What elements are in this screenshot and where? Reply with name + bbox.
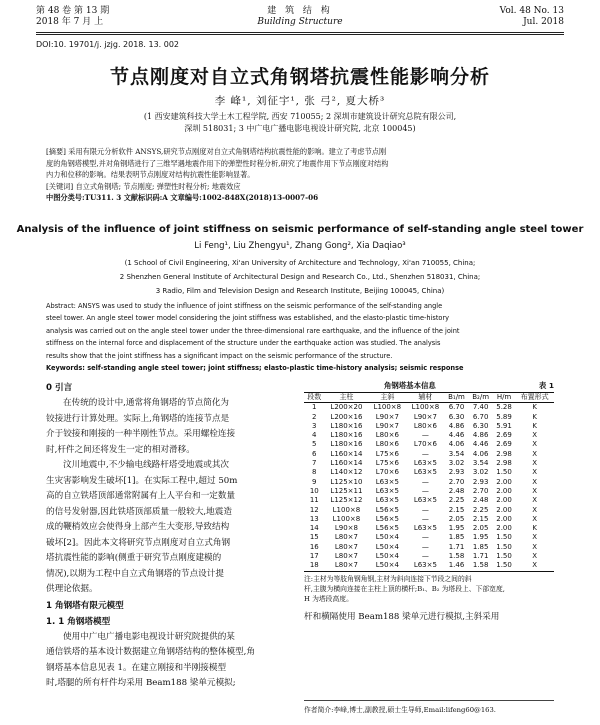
table-cell: K — [532, 524, 537, 533]
table-cell: X — [532, 496, 538, 505]
table-row — [304, 431, 554, 440]
table-note — [304, 574, 554, 604]
journal-name — [220, 6, 380, 28]
table-row — [304, 515, 554, 524]
authors-en: Li Feng¹, Liu Zhengyu¹, Zhang Gong², Xia Daqiao³ — [194, 241, 406, 251]
intro-paragraph — [46, 396, 284, 598]
intro-line: 破坏[2]。因此本文将研究节点刚度对自立式角钢 — [46, 537, 231, 548]
table-cell: 6.70 — [472, 412, 489, 421]
table-cell: L100×8 — [332, 505, 361, 514]
table-row — [304, 543, 554, 552]
affiliation-cn-line2: 深圳 518031; 3 中广电广播电影电视设计研究院, 北京 100045) — [184, 124, 416, 133]
intro-line: 情况),以期为工程中自立式角钢塔的节点设计提 — [46, 568, 224, 579]
table-cell: X — [532, 486, 538, 495]
table-cell: 1.71 — [448, 542, 465, 551]
table-cell: L90×7 — [413, 412, 437, 421]
header-left-line2: 2018 年 7 月 上 — [36, 17, 104, 27]
table-cell: X — [532, 505, 538, 514]
abstract-en-line1: Abstract: ANSYS was used to study the influence of joint stiffness on the seismic performance of the self-standing angle — [46, 302, 443, 310]
table-cell: L80×7 — [325, 561, 369, 571]
section-1-heading: 1 角钢塔有限元模型 — [46, 600, 124, 611]
table-row — [304, 561, 554, 571]
table-cell: 2.48 — [448, 486, 465, 495]
table-cell: L90×7 — [375, 412, 399, 421]
table-header-cell: 主柱 — [325, 393, 369, 403]
table-row — [304, 533, 554, 542]
header-center-line2: Building Structure — [257, 17, 343, 27]
table-cell: L70×6 — [413, 440, 437, 449]
header-left-line1: 第 48 卷 第 13 期 — [36, 6, 110, 16]
table-cell: L100×8 — [332, 514, 361, 523]
table-note-line1: 注:主材为等肢角钢角钢,主材为斜向连接下节段之间的斜 — [304, 574, 472, 583]
abstract-en-line2: steel tower. An angle steel tower model considering the joint stiffness was established, and the elasto-plastic time-history — [46, 314, 450, 323]
table-note-line3: H 为塔段高度。 — [304, 594, 353, 603]
table-cell: — — [421, 477, 429, 486]
intro-line: 成的鞭梢效应会使得身上部产生大变形,导致结构 — [46, 522, 230, 532]
table-cell: X — [532, 542, 538, 551]
table-cell: 4 — [312, 431, 317, 440]
table-cell: 2.00 — [496, 505, 512, 514]
table-cell: 6.30 — [448, 412, 465, 421]
table-cell: 9 — [312, 477, 317, 486]
table-cell: X — [532, 514, 538, 523]
table-row — [304, 478, 554, 487]
table-cell: — — [421, 431, 429, 440]
table-cell: 13 — [309, 514, 319, 523]
table-cell: 15 — [309, 533, 319, 542]
table-row — [304, 450, 554, 459]
table-cell: L90×8 — [334, 524, 359, 533]
table-cell: X — [532, 431, 538, 440]
table-cell: 5.28 — [496, 403, 512, 412]
page-title: 节点刚度对自立式角钢塔抗震性能影响分析 — [109, 66, 490, 88]
table-cell: X — [532, 468, 538, 477]
table-cell: L125×10 — [330, 477, 363, 486]
table-cell: L80×6 — [375, 431, 399, 440]
journal-volume-en — [500, 6, 564, 28]
table-row — [304, 468, 554, 477]
table-cell: L125×12 — [330, 496, 363, 505]
table-cell: L63×5 — [375, 496, 399, 505]
intro-line: 塔抗震性能的影响(侧重于研究节点刚度建模的 — [46, 553, 222, 563]
table-row — [304, 552, 554, 561]
header-rule-2 — [36, 34, 564, 35]
intro-line: 在传统的设计中,通常将角钢塔的节点简化为 — [63, 398, 230, 408]
intro-line: 介于铰接和刚接的一种半刚性节点。采用螺栓连接 — [46, 429, 236, 439]
table-cell: X — [532, 440, 538, 449]
table-cell: — — [421, 505, 429, 514]
section-1-1-heading: 1. 1 角钢塔模型 — [46, 616, 111, 627]
table-cell: L80×7 — [334, 533, 359, 542]
table-cell: 7 — [312, 459, 317, 468]
table-cell: 4.46 — [448, 431, 465, 440]
table-cell: L200×16 — [330, 412, 363, 421]
table-cell: 2.70 — [472, 486, 489, 495]
table-cell: L50×4 — [375, 542, 399, 551]
table-row — [304, 422, 554, 431]
table-cell: L56×5 — [375, 505, 399, 514]
intro-line: 汶川地震中,不少输电线路杆塔受地震或其次 — [63, 460, 230, 470]
table-cell: L63×5 — [413, 524, 437, 533]
author-footnote: 作者简介:李峰,博士,副教授,硕士生导师,Email:lifeng60@163. — [304, 700, 554, 716]
table-cell: L63×5 — [413, 496, 437, 505]
abstract-cn-line2: 度的角钢塔模型,并对角钢塔进行了三维罕遇地震作用下的弹塑性时程分析,研究了地震作用下节点刚度对结构 — [46, 158, 389, 168]
table-cell: L100×8 — [373, 403, 402, 412]
table-cell: L50×4 — [368, 561, 406, 571]
table-cell: 16 — [309, 542, 319, 551]
table-cell: 12 — [309, 505, 319, 514]
table-cell: 2.93 — [472, 477, 489, 486]
abstract-en-line3: analysis was carried out on the angle steel tower under the three-dimensional rare earthquake, and the influence of the joint — [46, 326, 460, 335]
table-cell: 6.70 — [448, 403, 465, 412]
table-cell: L160×14 — [330, 449, 363, 458]
table-cell: 2.00 — [496, 496, 512, 505]
table-cell: 2.69 — [496, 431, 512, 440]
table-cell: X — [532, 459, 538, 468]
affiliation-cn — [0, 111, 600, 135]
title-en: Analysis of the influence of joint stiffness on seismic performance of self-standing angle steel tower — [16, 224, 584, 235]
table-row — [304, 403, 554, 413]
table-row — [304, 524, 554, 533]
table-cell: 10 — [309, 486, 319, 495]
table-cell: 2.70 — [448, 477, 465, 486]
table-cell: 1.50 — [496, 533, 512, 542]
table-cell: 2.15 — [472, 514, 489, 523]
table-cell: 3.54 — [472, 459, 489, 468]
abstract-cn — [46, 146, 554, 204]
table-cell: 1.58 — [469, 561, 493, 571]
keywords-cn: [关键词] 自立式角钢塔; 节点刚度; 弹塑性时程分析; 地震效应 — [46, 181, 241, 191]
table-cell: L80×6 — [413, 421, 437, 430]
table-cell: 14 — [309, 524, 319, 533]
doi: DOI:10. 19701/j. jzjg. 2018. 13. 002 — [36, 40, 180, 49]
table-cell: L100×8 — [411, 403, 440, 412]
header-right-line1: Vol. 48 No. 13 — [499, 6, 564, 16]
abstract-en-line4: stiffness on the internal force and displacement of the structure under the earthquake action was studied. The analysis — [46, 339, 441, 348]
section-intro-heading: 0 引言 — [46, 383, 73, 393]
intro-line: 时,杆件之间还将发生一定的相对滑移。 — [46, 444, 195, 455]
table-header-cell: B₁/m — [444, 393, 468, 403]
table-cell: 1.71 — [472, 552, 489, 561]
table-label: 表 1 — [538, 381, 554, 390]
header-rule — [36, 32, 564, 33]
intro-line: 的信号发射器,因此铁塔顶部质量一般较大,地震造 — [46, 506, 232, 517]
table-cell: 5.91 — [496, 421, 512, 430]
abstract-cn-line1: [摘要] 采用有限元分析软件 ANSYS,研究节点刚度对自立式角钢塔结构抗震性能的影响。建立了考虑节点刚 — [46, 147, 387, 156]
table-cell: 1.50 — [496, 552, 512, 561]
table-cell: 4.06 — [472, 449, 489, 458]
affiliation-en-line1: (1 School of Civil Engineering, Xi'an University of Architecture and Technology, Xi'an 710055, China; — [124, 259, 476, 267]
table-cell: L56×5 — [375, 514, 399, 523]
table-cell: L75×6 — [375, 449, 399, 458]
table-cell: L70×6 — [375, 468, 399, 477]
table-cell: L50×4 — [375, 552, 399, 561]
table-cell: 6 — [312, 449, 317, 458]
table-cell: 4.86 — [472, 431, 489, 440]
table-cell: 1.95 — [448, 524, 465, 533]
table-cell: 3.02 — [448, 459, 465, 468]
table-cell: L56×5 — [375, 524, 399, 533]
classification-info: 中图分类号:TU311. 3 文献标识码:A 文章编号:1002-848X(2018)13-0007-06 — [46, 193, 319, 202]
table-caption: 角钢塔基本信息 — [384, 381, 436, 390]
affiliation-en — [0, 256, 600, 298]
table-row — [304, 440, 554, 449]
table-cell: 5.89 — [496, 412, 512, 421]
table-cell: L80×6 — [375, 440, 399, 449]
table-cell: L180×16 — [330, 440, 363, 449]
s11-line: 使用中广电广播电影电视设计研究院提供的某 — [63, 631, 235, 642]
table-row — [304, 487, 554, 496]
table-cell: 5 — [312, 440, 317, 449]
table-cell: 2.48 — [472, 496, 489, 505]
table-cell: 1.95 — [472, 533, 489, 542]
section-1-1-paragraph — [46, 630, 284, 692]
table-cell: — — [421, 514, 429, 523]
table-cell: 4.06 — [448, 440, 465, 449]
table-cell: 3.02 — [472, 468, 489, 477]
table-header-cell: 辅材 — [406, 393, 444, 403]
table-cell: K — [532, 412, 537, 421]
table-cell: 6.30 — [472, 421, 489, 430]
table-cell: 1.46 — [444, 561, 468, 571]
affiliation-cn-line1: (1 西安建筑科技大学土木工程学院, 西安 710055; 2 深圳市建筑设计研究总院有限公司, — [143, 112, 457, 121]
table-row — [304, 506, 554, 515]
table-header-cell: H/m — [493, 393, 516, 403]
table-cell: L63×5 — [375, 477, 399, 486]
keywords-en: Keywords: self-standing angle steel tower; joint stiffness; elasto-plastic time-history analysis; seismic response — [46, 364, 464, 373]
table-cell: X — [532, 477, 538, 486]
journal-volume-cn — [36, 6, 109, 28]
header-center-line1: 建 筑 结 构 — [267, 6, 333, 16]
table-cell: 2.00 — [496, 524, 512, 533]
table-cell: L200×20 — [330, 403, 363, 412]
table-cell: L50×4 — [375, 533, 399, 542]
table-cell: 1.58 — [448, 552, 465, 561]
header-right-line2: Jul. 2018 — [523, 17, 564, 27]
s11-line: 时,塔腿的所有杆件均采用 Beam188 梁单元模拟; — [46, 678, 236, 688]
table-cell: 2.15 — [448, 505, 465, 514]
intro-line: 供理论依据。 — [46, 584, 98, 594]
table-header-row — [304, 393, 554, 403]
abstract-en — [46, 300, 556, 374]
table-cell: 3 — [312, 421, 317, 430]
table-cell: 2.25 — [448, 496, 465, 505]
table-cell: 18 — [304, 561, 325, 571]
left-column — [46, 380, 284, 692]
table-cell: L80×7 — [334, 542, 359, 551]
table-cell: L63×5 — [375, 486, 399, 495]
table-cell: 2 — [312, 412, 317, 421]
table-cell: L63×5 — [406, 561, 444, 571]
table-header-cell: 段数 — [304, 393, 325, 403]
table-row — [304, 459, 554, 468]
table-cell: X — [532, 533, 538, 542]
table-cell: 3.54 — [448, 449, 465, 458]
table-cell: L180×16 — [330, 431, 363, 440]
table-cell: 2.05 — [472, 524, 489, 533]
table-cell: 2.93 — [448, 468, 465, 477]
table-caption-row — [304, 380, 554, 392]
table-header-cell: 主斜 — [368, 393, 406, 403]
table-cell: 1.85 — [472, 542, 489, 551]
tower-info-table — [304, 392, 554, 572]
abstract-cn-line3: 内力和位移的影响。结果表明节点刚度对结构抗震性能影响显著。 — [46, 170, 255, 179]
table-cell: 4.46 — [472, 440, 489, 449]
table-cell: — — [421, 533, 429, 542]
table-cell: L63×5 — [413, 459, 437, 468]
table-cell: 2.00 — [496, 486, 512, 495]
table-cell: 2.05 — [448, 514, 465, 523]
table-cell: 1 — [312, 403, 317, 412]
s11-line: 通信铁塔的基本设计数据建立角钢塔结构的整体模型,角 — [46, 647, 255, 657]
table-cell: L90×7 — [375, 421, 399, 430]
table-cell: 1.85 — [448, 533, 465, 542]
abstract-en-line5: results show that the joint stiffness has a significant impact on the seismic performance of the structure. — [46, 351, 393, 360]
table-cell: 2.00 — [496, 514, 512, 523]
intro-line: 生灾害影响发生破坏[1]。在实际工程中,超过 50m — [46, 475, 238, 486]
table-cell: L140×12 — [330, 468, 363, 477]
table-cell: K — [532, 403, 537, 412]
table-cell: 2.69 — [496, 440, 512, 449]
table-cell: L63×5 — [413, 468, 437, 477]
table-cell: 1.50 — [493, 561, 516, 571]
intro-line: 高的自立铁塔顶部通常附属有上人平台和一定数量 — [46, 491, 236, 501]
table-cell: 2.98 — [496, 449, 512, 458]
table-header-cell: 布置形式 — [515, 393, 554, 403]
table-cell: — — [421, 552, 429, 561]
table-cell: 1.50 — [496, 542, 512, 551]
table-cell: X — [515, 561, 554, 571]
table-cell: 7.40 — [472, 403, 489, 412]
table-cell: 8 — [312, 468, 317, 477]
table-cell: L160×14 — [330, 459, 363, 468]
table-cell: — — [421, 542, 429, 551]
table-cell: L180×16 — [330, 421, 363, 430]
affiliation-en-line3: 3 Radio, Film and Television Design and Research Institute, Beijing 100045, China) — [155, 287, 445, 295]
table-cell: 11 — [309, 496, 319, 505]
right-column — [304, 380, 554, 625]
table-cell: X — [532, 552, 538, 561]
table-cell: 2.98 — [496, 459, 512, 468]
affiliation-en-line2: 2 Shenzhen General Institute of Architectural Design and Research Co., Ltd., Shenzhen 518031, China; — [119, 273, 481, 281]
table-cell: L125×11 — [330, 486, 363, 495]
table-cell: 4.86 — [448, 421, 465, 430]
table-cell: 1.50 — [496, 468, 512, 477]
s11-line: 钢塔基本信息见表 1。在建立刚接和半刚接模型 — [46, 662, 227, 673]
table-cell: X — [532, 449, 538, 458]
right-body-text: 杆和横隔使用 Beam188 梁单元进行模拟,主斜采用 — [304, 611, 500, 622]
table-cell: 2.25 — [472, 505, 489, 514]
table-cell: L75×6 — [375, 459, 399, 468]
table-row — [304, 496, 554, 505]
table-cell: 17 — [309, 552, 319, 561]
table-cell: L80×7 — [334, 552, 359, 561]
authors-cn: 李 峰¹, 刘征宇¹, 张 弓², 夏大桥³ — [214, 95, 386, 107]
table-row — [304, 413, 554, 422]
table-header-cell: B₂/m — [469, 393, 493, 403]
table-cell: — — [421, 486, 429, 495]
table-cell: K — [532, 421, 537, 430]
table-note-line2: 杆,主腹为横向连接在主柱上顶的横杆;B₁、B₂ 为塔段上、下部宽度, — [304, 584, 505, 593]
intro-line: 铰接进行计算处理。实际上,角钢塔的连接节点是 — [46, 413, 230, 424]
table-cell: — — [421, 449, 429, 458]
table-cell: 2.00 — [496, 477, 512, 486]
